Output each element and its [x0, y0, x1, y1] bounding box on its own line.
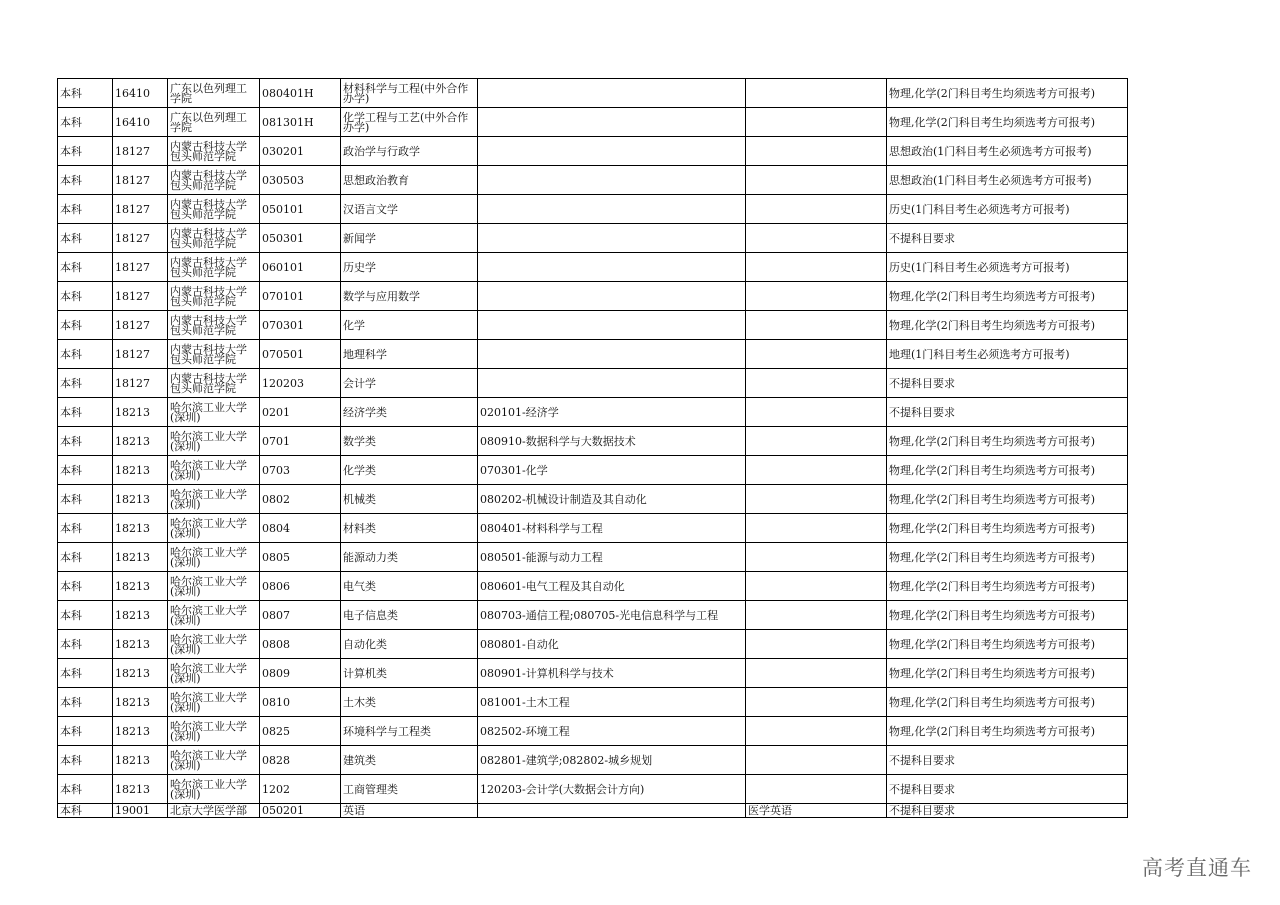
- subject-requirement-cell: 历史(1门科目考生必须选考方可报考): [887, 253, 1128, 282]
- major-code-cell: 1202: [260, 775, 341, 804]
- subject-requirement-cell: 物理,化学(2门科目考生均须选考方可报考): [887, 630, 1128, 659]
- major-code-cell: 0807: [260, 601, 341, 630]
- note-cell: [746, 601, 887, 630]
- table-row: [58, 137, 1128, 166]
- major-code-cell: 0825: [260, 717, 341, 746]
- major-name-cell: 电气类: [341, 572, 478, 601]
- note-cell: [746, 688, 887, 717]
- table-row: [58, 485, 1128, 514]
- level-cell: 本科: [58, 630, 113, 659]
- major-code-cell: 0806: [260, 572, 341, 601]
- major-name-cell: 政治学与行政学: [341, 137, 478, 166]
- level-cell: 本科: [58, 572, 113, 601]
- subject-requirement-cell: 地理(1门科目考生必须选考方可报考): [887, 340, 1128, 369]
- school-code-cell: 18127: [113, 224, 168, 253]
- note-cell: [746, 224, 887, 253]
- subject-requirement-cell: 物理,化学(2门科目考生均须选考方可报考): [887, 572, 1128, 601]
- major-name-cell: 英语: [341, 804, 478, 818]
- school-name-cell: 哈尔滨工业大学(深圳): [168, 485, 260, 514]
- major-code-cell: 0809: [260, 659, 341, 688]
- level-cell: 本科: [58, 224, 113, 253]
- major-code-cell: 0810: [260, 688, 341, 717]
- note-cell: [746, 253, 887, 282]
- major-name-cell: 环境科学与工程类: [341, 717, 478, 746]
- major-code-cell: 070101: [260, 282, 341, 311]
- major-code-cell: 0808: [260, 630, 341, 659]
- subject-requirement-cell: 物理,化学(2门科目考生均须选考方可报考): [887, 601, 1128, 630]
- included-majors-cell: [478, 253, 746, 282]
- school-code-cell: 18213: [113, 688, 168, 717]
- school-code-cell: 18127: [113, 195, 168, 224]
- subject-requirement-cell: 不提科目要求: [887, 804, 1128, 818]
- school-name-cell: 哈尔滨工业大学(深圳): [168, 659, 260, 688]
- school-name-cell: 哈尔滨工业大学(深圳): [168, 601, 260, 630]
- included-majors-cell: 081001-土木工程: [478, 688, 746, 717]
- table-body: [58, 79, 1128, 818]
- school-name-cell: 内蒙古科技大学包头师范学院: [168, 340, 260, 369]
- school-code-cell: 18213: [113, 427, 168, 456]
- school-code-cell: 18213: [113, 717, 168, 746]
- major-name-cell: 地理科学: [341, 340, 478, 369]
- table-row: [58, 688, 1128, 717]
- school-name-cell: 内蒙古科技大学包头师范学院: [168, 195, 260, 224]
- subject-requirement-cell: 不提科目要求: [887, 369, 1128, 398]
- table-row: [58, 514, 1128, 543]
- level-cell: 本科: [58, 427, 113, 456]
- table-row: [58, 369, 1128, 398]
- note-cell: [746, 79, 887, 108]
- note-cell: [746, 398, 887, 427]
- school-code-cell: 18127: [113, 282, 168, 311]
- subject-requirement-cell: 不提科目要求: [887, 775, 1128, 804]
- major-name-cell: 思想政治教育: [341, 166, 478, 195]
- note-cell: [746, 485, 887, 514]
- table-row: [58, 398, 1128, 427]
- watermark-logo: 高考直通车: [1142, 856, 1252, 880]
- subject-requirement-cell: 不提科目要求: [887, 398, 1128, 427]
- major-name-cell: 化学: [341, 311, 478, 340]
- level-cell: 本科: [58, 108, 113, 137]
- table-row: [58, 282, 1128, 311]
- school-code-cell: 18213: [113, 543, 168, 572]
- table-row: [58, 717, 1128, 746]
- note-cell: 医学英语: [746, 804, 887, 818]
- major-name-cell: 化学工程与工艺(中外合作办学): [341, 108, 478, 137]
- included-majors-cell: 080801-自动化: [478, 630, 746, 659]
- subject-requirement-cell: 物理,化学(2门科目考生均须选考方可报考): [887, 311, 1128, 340]
- school-name-cell: 内蒙古科技大学包头师范学院: [168, 282, 260, 311]
- level-cell: 本科: [58, 717, 113, 746]
- level-cell: 本科: [58, 601, 113, 630]
- note-cell: [746, 746, 887, 775]
- subject-requirement-cell: 物理,化学(2门科目考生均须选考方可报考): [887, 79, 1128, 108]
- level-cell: 本科: [58, 485, 113, 514]
- included-majors-cell: 080703-通信工程;080705-光电信息科学与工程: [478, 601, 746, 630]
- table-row: [58, 543, 1128, 572]
- level-cell: 本科: [58, 543, 113, 572]
- note-cell: [746, 427, 887, 456]
- school-code-cell: 18127: [113, 253, 168, 282]
- included-majors-cell: [478, 340, 746, 369]
- note-cell: [746, 572, 887, 601]
- included-majors-cell: [478, 108, 746, 137]
- school-code-cell: 18213: [113, 659, 168, 688]
- note-cell: [746, 166, 887, 195]
- level-cell: 本科: [58, 340, 113, 369]
- major-name-cell: 计算机类: [341, 659, 478, 688]
- school-name-cell: 哈尔滨工业大学(深圳): [168, 572, 260, 601]
- note-cell: [746, 456, 887, 485]
- included-majors-cell: 070301-化学: [478, 456, 746, 485]
- admission-table: [57, 78, 1128, 818]
- note-cell: [746, 369, 887, 398]
- major-code-cell: 120203: [260, 369, 341, 398]
- level-cell: 本科: [58, 456, 113, 485]
- level-cell: 本科: [58, 195, 113, 224]
- level-cell: 本科: [58, 688, 113, 717]
- major-name-cell: 经济学类: [341, 398, 478, 427]
- included-majors-cell: [478, 137, 746, 166]
- major-code-cell: 050101: [260, 195, 341, 224]
- subject-requirement-cell: 不提科目要求: [887, 224, 1128, 253]
- included-majors-cell: [478, 224, 746, 253]
- school-code-cell: 18127: [113, 166, 168, 195]
- major-name-cell: 数学与应用数学: [341, 282, 478, 311]
- included-majors-cell: [478, 166, 746, 195]
- school-name-cell: 哈尔滨工业大学(深圳): [168, 688, 260, 717]
- major-name-cell: 新闻学: [341, 224, 478, 253]
- note-cell: [746, 108, 887, 137]
- note-cell: [746, 137, 887, 166]
- subject-requirement-cell: 物理,化学(2门科目考生均须选考方可报考): [887, 543, 1128, 572]
- major-name-cell: 能源动力类: [341, 543, 478, 572]
- major-code-cell: 0201: [260, 398, 341, 427]
- school-name-cell: 内蒙古科技大学包头师范学院: [168, 137, 260, 166]
- subject-requirement-cell: 物理,化学(2门科目考生均须选考方可报考): [887, 456, 1128, 485]
- level-cell: 本科: [58, 804, 113, 818]
- major-name-cell: 机械类: [341, 485, 478, 514]
- table-row: [58, 340, 1128, 369]
- major-code-cell: 050201: [260, 804, 341, 818]
- table-row: [58, 79, 1128, 108]
- table-row: [58, 746, 1128, 775]
- subject-requirement-cell: 物理,化学(2门科目考生均须选考方可报考): [887, 485, 1128, 514]
- table-row: [58, 108, 1128, 137]
- school-name-cell: 哈尔滨工业大学(深圳): [168, 514, 260, 543]
- subject-requirement-cell: 物理,化学(2门科目考生均须选考方可报考): [887, 717, 1128, 746]
- table-row: [58, 456, 1128, 485]
- school-name-cell: 哈尔滨工业大学(深圳): [168, 746, 260, 775]
- subject-requirement-cell: 思想政治(1门科目考生必须选考方可报考): [887, 166, 1128, 195]
- major-name-cell: 材料科学与工程(中外合作办学): [341, 79, 478, 108]
- level-cell: 本科: [58, 282, 113, 311]
- major-code-cell: 081301H: [260, 108, 341, 137]
- included-majors-cell: 082502-环境工程: [478, 717, 746, 746]
- subject-requirement-cell: 物理,化学(2门科目考生均须选考方可报考): [887, 108, 1128, 137]
- table-row: [58, 253, 1128, 282]
- subject-requirement-cell: 物理,化学(2门科目考生均须选考方可报考): [887, 688, 1128, 717]
- included-majors-cell: [478, 311, 746, 340]
- school-code-cell: 18213: [113, 456, 168, 485]
- major-code-cell: 0805: [260, 543, 341, 572]
- school-name-cell: 内蒙古科技大学包头师范学院: [168, 166, 260, 195]
- school-code-cell: 19001: [113, 804, 168, 818]
- table-row: [58, 601, 1128, 630]
- subject-requirement-cell: 不提科目要求: [887, 746, 1128, 775]
- major-name-cell: 材料类: [341, 514, 478, 543]
- school-name-cell: 哈尔滨工业大学(深圳): [168, 456, 260, 485]
- school-code-cell: 16410: [113, 108, 168, 137]
- included-majors-cell: 080202-机械设计制造及其自动化: [478, 485, 746, 514]
- included-majors-cell: [478, 369, 746, 398]
- table-row: [58, 166, 1128, 195]
- school-name-cell: 哈尔滨工业大学(深圳): [168, 630, 260, 659]
- table-row: [58, 311, 1128, 340]
- school-code-cell: 18213: [113, 514, 168, 543]
- major-name-cell: 汉语言文学: [341, 195, 478, 224]
- school-name-cell: 哈尔滨工业大学(深圳): [168, 775, 260, 804]
- major-name-cell: 工商管理类: [341, 775, 478, 804]
- level-cell: 本科: [58, 79, 113, 108]
- school-name-cell: 哈尔滨工业大学(深圳): [168, 543, 260, 572]
- note-cell: [746, 311, 887, 340]
- major-code-cell: 070301: [260, 311, 341, 340]
- school-code-cell: 18213: [113, 746, 168, 775]
- school-name-cell: 广东以色列理工学院: [168, 108, 260, 137]
- school-name-cell: 哈尔滨工业大学(深圳): [168, 398, 260, 427]
- included-majors-cell: 080501-能源与动力工程: [478, 543, 746, 572]
- included-majors-cell: [478, 195, 746, 224]
- note-cell: [746, 282, 887, 311]
- included-majors-cell: [478, 79, 746, 108]
- school-name-cell: 广东以色列理工学院: [168, 79, 260, 108]
- school-name-cell: 内蒙古科技大学包头师范学院: [168, 369, 260, 398]
- school-code-cell: 18213: [113, 775, 168, 804]
- table-row: [58, 427, 1128, 456]
- included-majors-cell: 080401-材料科学与工程: [478, 514, 746, 543]
- major-name-cell: 会计学: [341, 369, 478, 398]
- note-cell: [746, 340, 887, 369]
- major-code-cell: 030503: [260, 166, 341, 195]
- note-cell: [746, 514, 887, 543]
- table-row: [58, 630, 1128, 659]
- school-code-cell: 18127: [113, 311, 168, 340]
- note-cell: [746, 775, 887, 804]
- major-name-cell: 化学类: [341, 456, 478, 485]
- level-cell: 本科: [58, 398, 113, 427]
- school-name-cell: 内蒙古科技大学包头师范学院: [168, 224, 260, 253]
- major-code-cell: 080401H: [260, 79, 341, 108]
- major-code-cell: 030201: [260, 137, 341, 166]
- included-majors-cell: 020101-经济学: [478, 398, 746, 427]
- level-cell: 本科: [58, 137, 113, 166]
- subject-requirement-cell: 物理,化学(2门科目考生均须选考方可报考): [887, 659, 1128, 688]
- major-name-cell: 土木类: [341, 688, 478, 717]
- school-code-cell: 18213: [113, 572, 168, 601]
- table-row: [58, 195, 1128, 224]
- major-code-cell: 060101: [260, 253, 341, 282]
- school-name-cell: 哈尔滨工业大学(深圳): [168, 717, 260, 746]
- school-name-cell: 北京大学医学部: [168, 804, 260, 818]
- note-cell: [746, 717, 887, 746]
- table-row: [58, 804, 1128, 818]
- school-code-cell: 18127: [113, 369, 168, 398]
- major-code-cell: 0703: [260, 456, 341, 485]
- subject-requirement-cell: 物理,化学(2门科目考生均须选考方可报考): [887, 427, 1128, 456]
- major-code-cell: 0804: [260, 514, 341, 543]
- level-cell: 本科: [58, 514, 113, 543]
- school-name-cell: 内蒙古科技大学包头师范学院: [168, 311, 260, 340]
- subject-requirement-cell: 思想政治(1门科目考生必须选考方可报考): [887, 137, 1128, 166]
- school-code-cell: 18213: [113, 601, 168, 630]
- school-code-cell: 18213: [113, 398, 168, 427]
- level-cell: 本科: [58, 369, 113, 398]
- major-name-cell: 自动化类: [341, 630, 478, 659]
- major-name-cell: 建筑类: [341, 746, 478, 775]
- major-name-cell: 历史学: [341, 253, 478, 282]
- level-cell: 本科: [58, 166, 113, 195]
- school-code-cell: 18127: [113, 137, 168, 166]
- included-majors-cell: [478, 804, 746, 818]
- subject-requirement-cell: 物理,化学(2门科目考生均须选考方可报考): [887, 282, 1128, 311]
- level-cell: 本科: [58, 253, 113, 282]
- subject-requirement-cell: 物理,化学(2门科目考生均须选考方可报考): [887, 514, 1128, 543]
- table-row: [58, 572, 1128, 601]
- major-name-cell: 电子信息类: [341, 601, 478, 630]
- school-code-cell: 18213: [113, 485, 168, 514]
- note-cell: [746, 543, 887, 572]
- included-majors-cell: [478, 282, 746, 311]
- level-cell: 本科: [58, 311, 113, 340]
- school-code-cell: 16410: [113, 79, 168, 108]
- major-code-cell: 0701: [260, 427, 341, 456]
- subject-requirement-cell: 历史(1门科目考生必须选考方可报考): [887, 195, 1128, 224]
- school-name-cell: 内蒙古科技大学包头师范学院: [168, 253, 260, 282]
- major-code-cell: 050301: [260, 224, 341, 253]
- school-code-cell: 18213: [113, 630, 168, 659]
- included-majors-cell: 082801-建筑学;082802-城乡规划: [478, 746, 746, 775]
- included-majors-cell: 120203-会计学(大数据会计方向): [478, 775, 746, 804]
- level-cell: 本科: [58, 775, 113, 804]
- level-cell: 本科: [58, 659, 113, 688]
- school-name-cell: 哈尔滨工业大学(深圳): [168, 427, 260, 456]
- included-majors-cell: 080910-数据科学与大数据技术: [478, 427, 746, 456]
- included-majors-cell: 080901-计算机科学与技术: [478, 659, 746, 688]
- level-cell: 本科: [58, 746, 113, 775]
- major-code-cell: 070501: [260, 340, 341, 369]
- note-cell: [746, 195, 887, 224]
- table-row: [58, 775, 1128, 804]
- table-row: [58, 224, 1128, 253]
- table-row: [58, 659, 1128, 688]
- major-code-cell: 0802: [260, 485, 341, 514]
- major-name-cell: 数学类: [341, 427, 478, 456]
- note-cell: [746, 630, 887, 659]
- included-majors-cell: 080601-电气工程及其自动化: [478, 572, 746, 601]
- major-code-cell: 0828: [260, 746, 341, 775]
- note-cell: [746, 659, 887, 688]
- school-code-cell: 18127: [113, 340, 168, 369]
